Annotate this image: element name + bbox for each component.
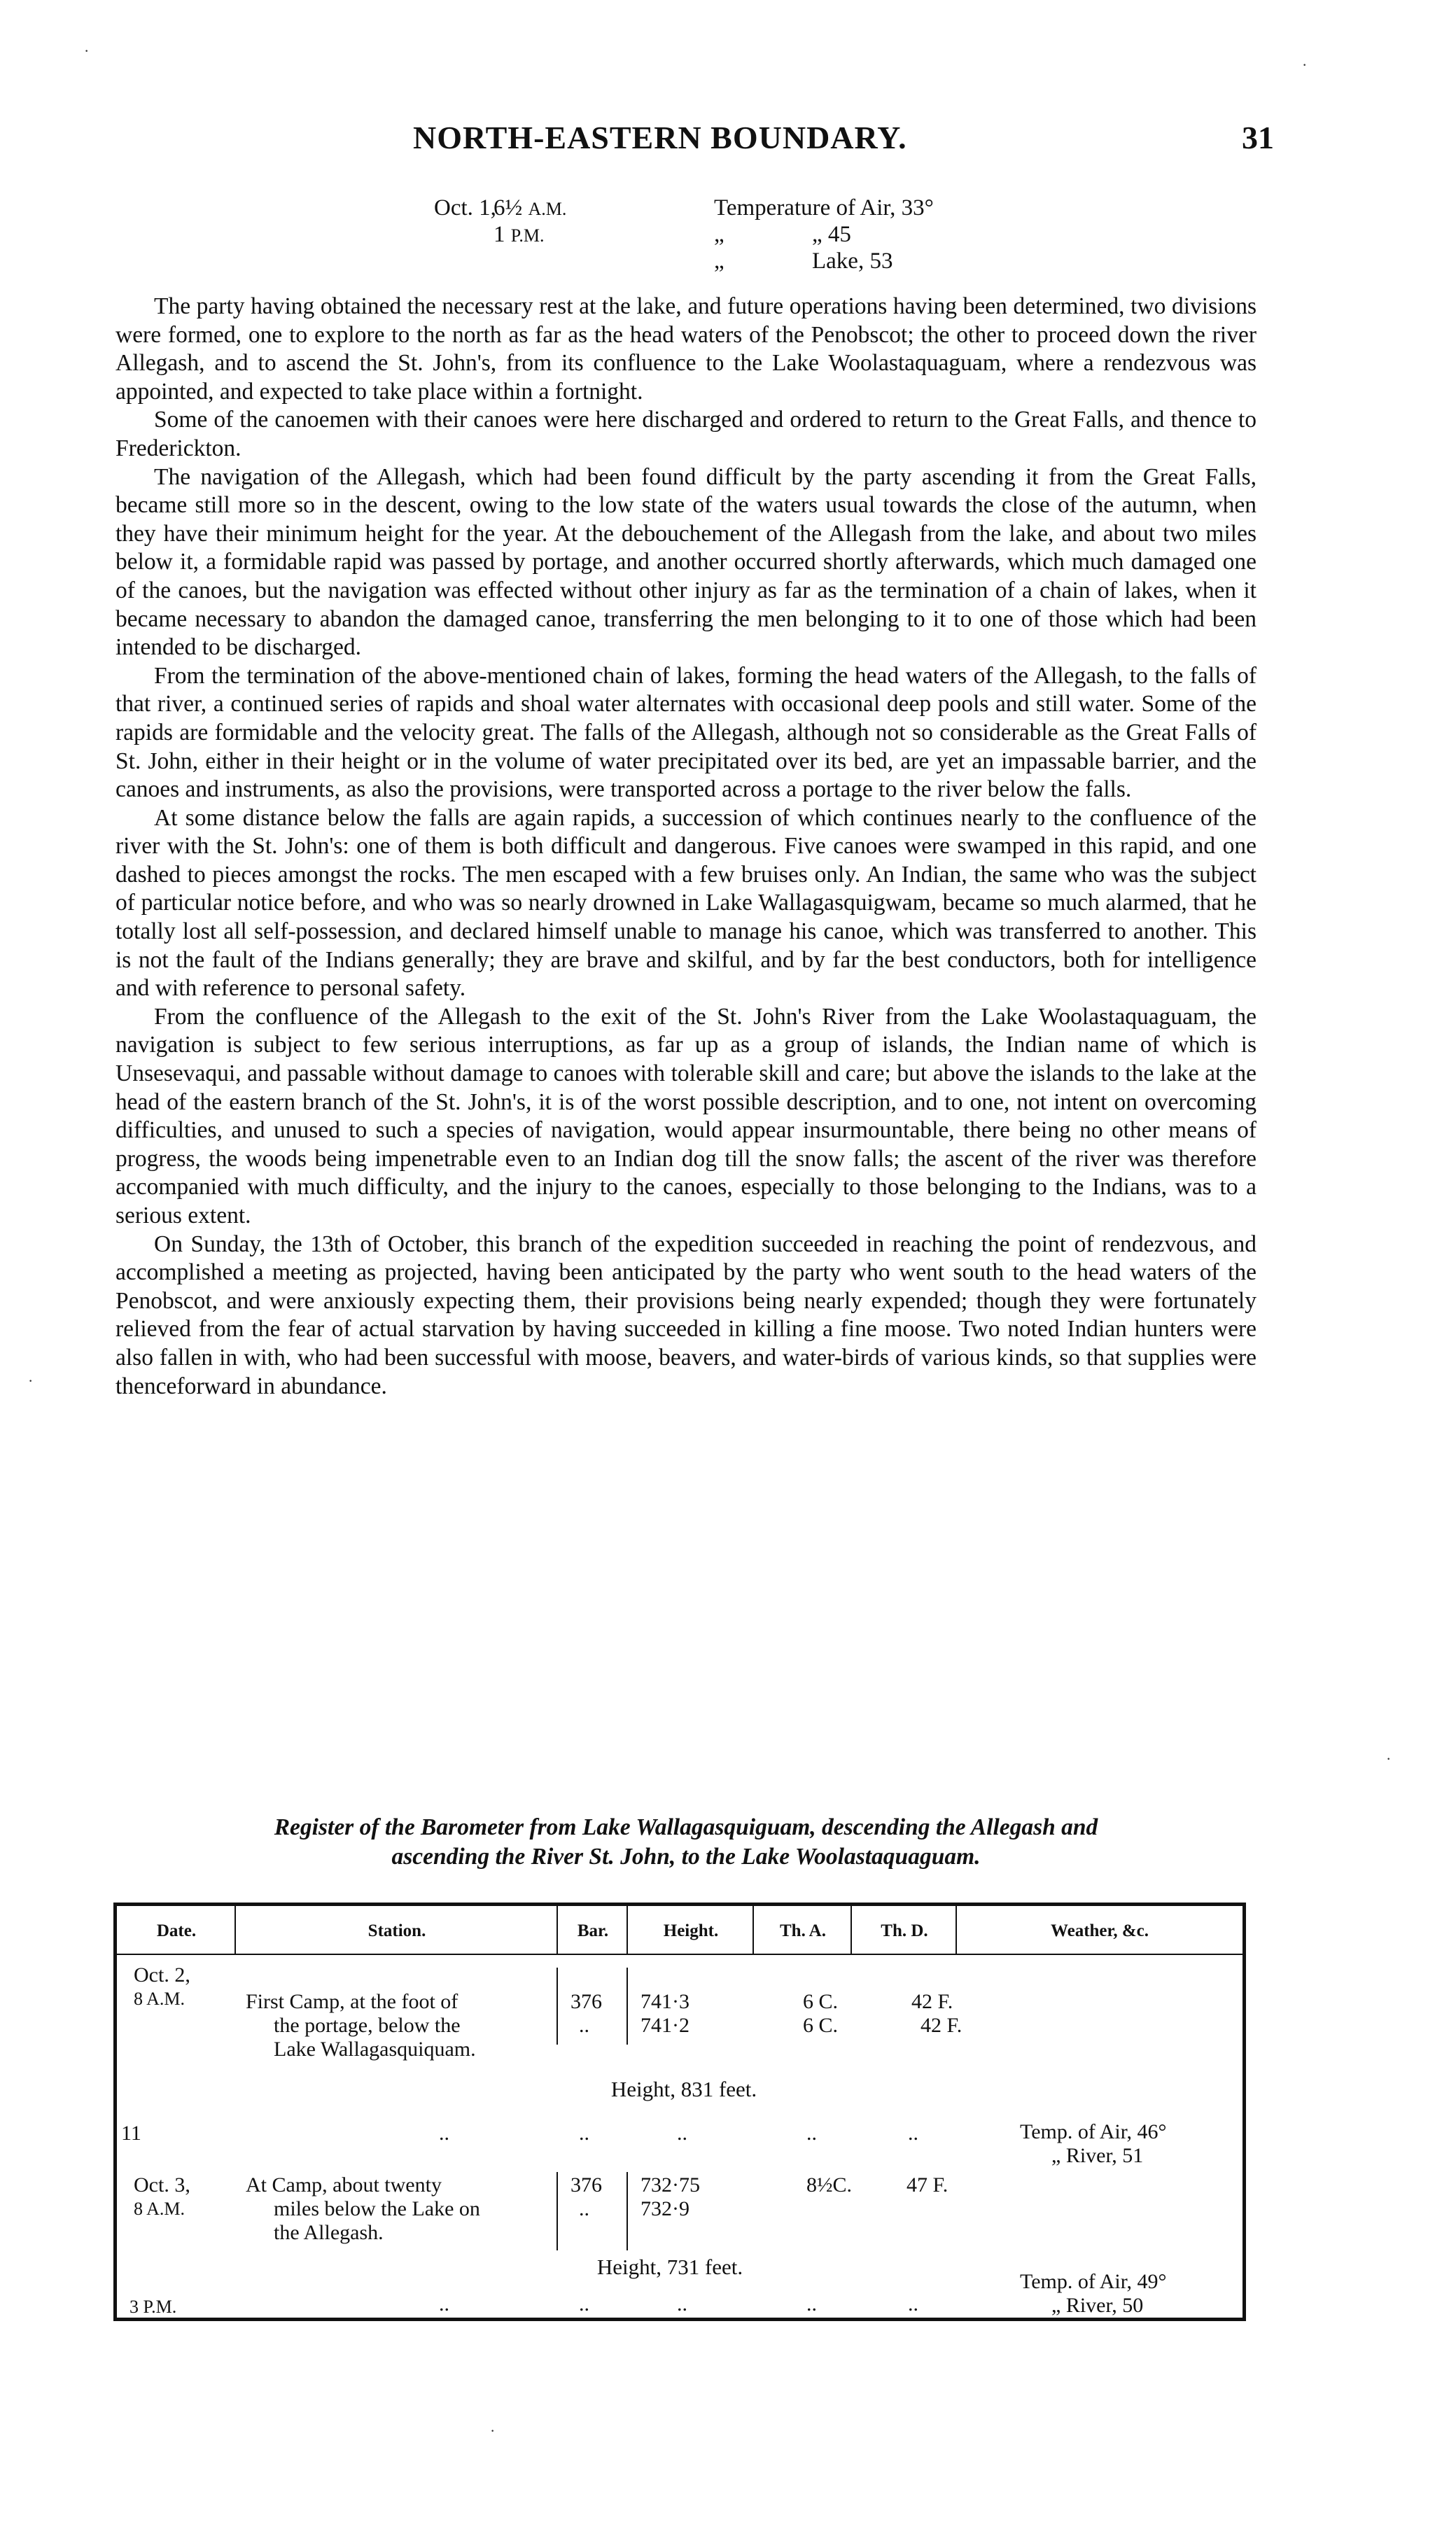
column-divider <box>556 2172 558 2250</box>
row-station: the portage, below the <box>274 2014 461 2037</box>
row-th-d: .. <box>908 2122 918 2145</box>
page-number: 31 <box>1242 120 1274 155</box>
column-divider <box>850 1906 852 1954</box>
computed-height: Height, 731 feet. <box>596 2255 743 2279</box>
column-header-station: Station. <box>368 1921 426 1940</box>
row-time: 8 A.M. <box>134 1989 185 2009</box>
row-time: 11 <box>121 2122 141 2145</box>
row-th-a: .. <box>806 2122 817 2145</box>
column-header-th-a: Th. A. <box>779 1921 826 1940</box>
barometer-register-table <box>113 1903 1246 2321</box>
row-th-a: 6 C. <box>803 1990 839 2013</box>
scan-speck: · <box>1386 1750 1392 1767</box>
register-title-line: Register of the Barometer from Lake Wallagasquiguam, descending the Allegash and <box>274 1814 1098 1840</box>
paragraph: At some distance below the falls are again rapids, a succession of which continues nearly to the confluence of the river with the St. John's: one of them is both difficult and dangerous. Five canoes were swamped in this rapid, and one dashed to pieces amongst the rocks. The men escaped with a few bruises only. An Indian, the same who was the subject of particular notice before, and who was so nearly drowned in Lake Wallagasquigwam, became so much alarmed, that he totally lost all self-possession, and declared himself unable to manage his canoe, which was transferred to another. This is not the fault of the Indians generally; they are brave and skilful, and by far the best conductors, both for intelligence and with reference to personal safety. <box>115 804 1256 1002</box>
row-date: Oct. 3, <box>134 2173 190 2197</box>
temp-time: 6½ A.M. <box>493 195 567 220</box>
paragraph: On Sunday, the 13th of October, this branch of the expedition succeeded in reaching the point of rendezvous, and accomplished a meeting as projected, having been anticipated by the party who went south to the head waters of the Penobscot, and were anxiously expecting them, their provisions being nearly expended; though they were fortunately relieved from the fear of actual starvation by having succeeded in killing a fine moose. Two noted Indian hunters were also fallen in with, who had been successful with moose, beavers, and water-birds of various kinds, so that supplies were thenceforward in abundance. <box>115 1231 1256 1399</box>
temp-label: Lake, 53 <box>812 248 893 274</box>
scan-speck: · <box>84 42 90 59</box>
column-divider <box>556 1906 558 1954</box>
paragraph: The navigation of the Allegash, which had been found difficult by the party ascending it from the Great Falls, became still more so in the descent, owing to the low state of the waters usual towards the close of the autumn, when they have their minimum height for the year. At the debouchement of the Allegash from the lake, and about two miles below it, a formidable rapid was passed by portage, and another occurred shortly afterwards, which much damaged one of the canoes, but the navigation was effected without other injury as far as the termination of a chain of lakes, when it became necessary to abandon the damaged canoe, transferring the men belonging to it to one of those which had been intended to be discharged. <box>115 463 1256 661</box>
column-divider <box>234 1906 236 1954</box>
temperature-readings <box>434 195 966 274</box>
row-th-a: 8½C. <box>806 2173 853 2197</box>
row-bar: .. <box>579 2014 589 2037</box>
register-title-line: ascending the River St. John, to the Lake Woolastaquaguam. <box>391 1844 981 1870</box>
temp-ditto: „ <box>714 248 724 274</box>
row-height: 732·75 <box>640 2173 700 2197</box>
register-title <box>115 1813 1256 1872</box>
body-text <box>115 293 1256 1401</box>
paragraph: From the termination of the above-mentioned chain of lakes, forming the head waters of the Allegash, to the falls of that river, a continued series of rapids and shoal water alternates with occasional deep pools and still water. Some of the rapids are formidable and the velocity great. The falls of the Allegash, although not so considerable as the Great Falls of St. John, either in their height or in the volume of water precipitated over its bed, are yet an impassable barrier, and the canoes and instruments, as also the provisions, were transported across a portage to the river below the falls. <box>115 662 1256 803</box>
row-time: 8 A.M. <box>134 2199 185 2219</box>
column-divider <box>752 1906 754 1954</box>
temp-time: 1 P.M. <box>493 222 545 247</box>
row-bar: 376 <box>570 1990 602 2013</box>
row-weather: „ River, 50 <box>1051 2294 1144 2317</box>
temperature-row <box>434 221 966 248</box>
column-divider <box>955 1906 957 1954</box>
row-station: miles below the Lake on <box>274 2197 480 2220</box>
row-station: At Camp, about twenty <box>246 2173 442 2197</box>
row-th-d: 47 F. <box>906 2173 948 2197</box>
temperature-row <box>434 248 966 274</box>
temp-label: Temperature of Air, 33° <box>714 195 934 220</box>
temp-label: „ 45 <box>812 222 851 247</box>
row-ditto: .. <box>439 2122 449 2145</box>
row-weather: Temp. of Air, 46° <box>1020 2120 1167 2143</box>
row-station: the Allegash. <box>274 2221 384 2244</box>
row-date: Oct. 2, <box>134 1963 190 1987</box>
row-bar: 376 <box>570 2173 602 2197</box>
temp-ditto: „ <box>714 222 724 247</box>
column-header-weather: Weather, &c. <box>1050 1921 1149 1940</box>
row-ditto: .. <box>439 2292 449 2316</box>
column-divider <box>626 1906 628 1954</box>
row-th-d: 42 F. <box>920 2014 962 2037</box>
row-time: 3 P.M. <box>130 2297 177 2317</box>
row-th-d: .. <box>908 2292 918 2316</box>
computed-height: Height, 831 feet. <box>610 2077 757 2101</box>
table-header <box>117 1906 1242 1955</box>
row-height: .. <box>677 2122 687 2145</box>
running-head <box>112 119 1274 168</box>
row-height: 732·9 <box>640 2197 690 2220</box>
column-divider <box>556 1968 558 2045</box>
row-th-a: .. <box>806 2292 817 2316</box>
row-height: 741·2 <box>640 2014 690 2037</box>
row-weather: „ River, 51 <box>1051 2144 1144 2167</box>
scan-speck: · <box>28 1372 34 1389</box>
temperature-row <box>434 195 966 221</box>
row-station: Lake Wallagasquiquam. <box>274 2038 476 2061</box>
temp-date: Oct. 1, <box>434 195 496 220</box>
column-divider <box>626 1968 628 2045</box>
row-bar: .. <box>579 2197 589 2220</box>
column-header-bar: Bar. <box>577 1921 609 1940</box>
row-weather: Temp. of Air, 49° <box>1020 2270 1167 2293</box>
column-divider <box>626 2172 628 2250</box>
row-th-a: 6 C. <box>803 2014 839 2037</box>
column-header-height: Height. <box>663 1921 719 1940</box>
paragraph: The party having obtained the necessary rest at the lake, and future operations having been determined, two divisions were formed, one to explore to the north as far as the head waters of the Penobscot; the other to proceed down the river Allegash, and to ascend the St. John's, from its confluence to the Lake Woolastaquaguam, where a rendezvous was appointed, and expected to take place within a fortnight. <box>115 293 1256 405</box>
row-th-d: 42 F. <box>911 1990 953 2013</box>
row-bar: .. <box>579 2292 589 2316</box>
column-header-th-d: Th. D. <box>881 1921 928 1940</box>
row-height: .. <box>677 2292 687 2316</box>
paragraph: From the confluence of the Allegash to the exit of the St. John's River from the Lake Woolastaquaguam, the navigation is subject to few serious interruptions, as far up as a group of islands, the Indian name of which is Unsesevaqui, and passable without damage to canoes with tolerable skill and care; but above the islands to the lake at the head of the eastern branch of the St. John's, it is of the worst possible description, and to one, not intent on overcoming difficulties, and unused to such a species of navigation, would appear insurmountable, there being no other means of progress, the woods being impenetrable even to an Indian dog till the snow falls; the ascent of the river was therefore accompanied with much difficulty, and the injury to the canoes, especially to those belonging to the Indians, was to a serious extent. <box>115 1003 1256 1228</box>
scan-speck: · <box>1302 56 1308 73</box>
row-station: First Camp, at the foot of <box>246 1990 458 2013</box>
scan-speck: · <box>490 2422 496 2439</box>
row-height: 741·3 <box>640 1990 690 2013</box>
running-title: NORTH-EASTERN BOUNDARY. <box>413 120 907 155</box>
paragraph: Some of the canoemen with their canoes were here discharged and ordered to return to the Great Falls, and thence to Frederickton. <box>115 407 1256 461</box>
column-header-date: Date. <box>156 1921 197 1940</box>
row-bar: .. <box>579 2122 589 2145</box>
